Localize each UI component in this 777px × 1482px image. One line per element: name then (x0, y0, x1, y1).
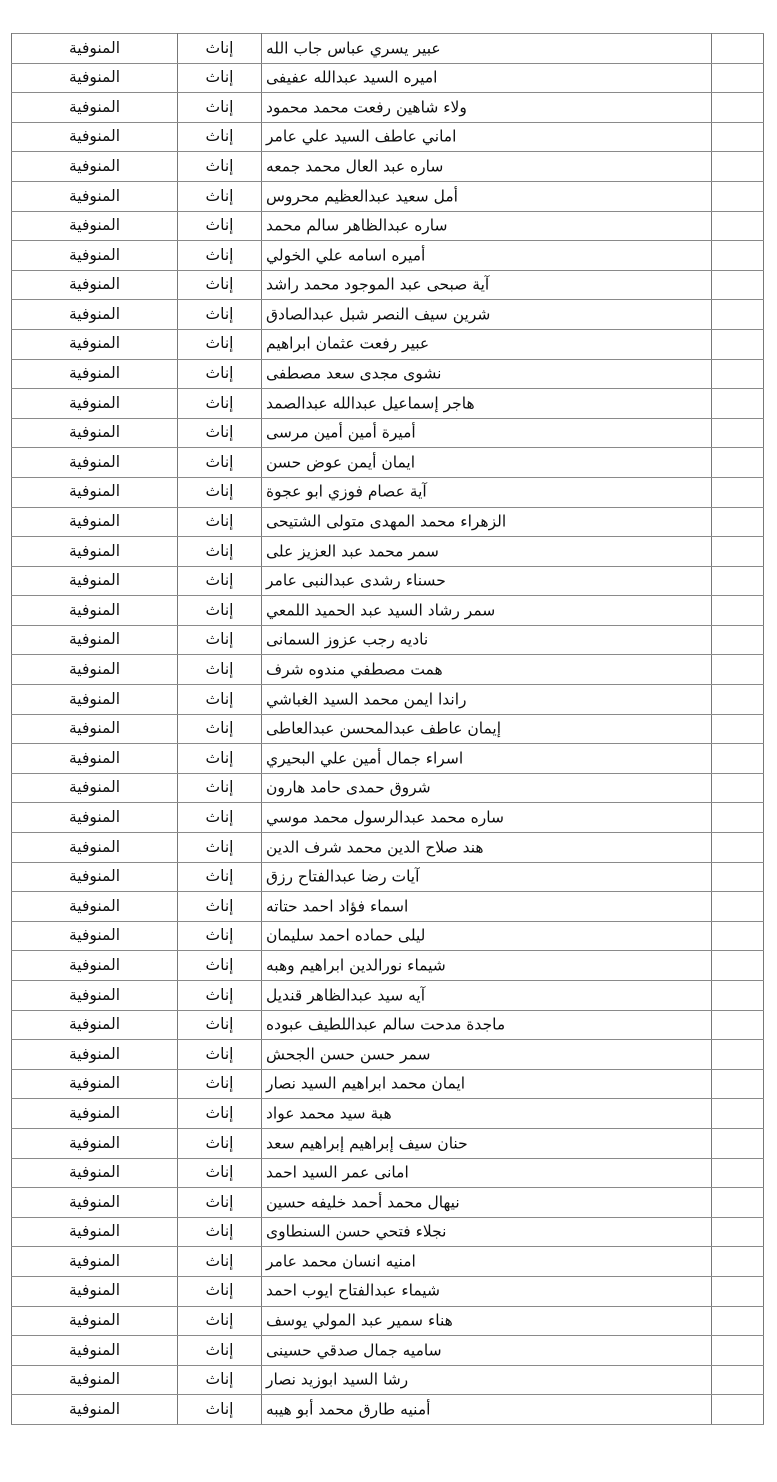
row-marker-cell[interactable] (712, 300, 764, 330)
applicant-name-cell (262, 181, 712, 211)
gender-cell: إناث (178, 951, 262, 981)
row-marker-cell[interactable] (712, 803, 764, 833)
applicant-name-cell (262, 1276, 712, 1306)
applicant-name-cell (262, 537, 712, 567)
gender-cell: إناث (178, 1395, 262, 1425)
applicant-name-cell (262, 1128, 712, 1158)
governorate-cell: المنوفية (12, 181, 178, 211)
roster-table-body (12, 34, 764, 1425)
gender-cell: إناث (178, 625, 262, 655)
applicant-name-text: ولاء شاهين رفعت محمد محمود (266, 98, 467, 117)
governorate-cell: المنوفية (12, 507, 178, 537)
row-marker-cell[interactable] (712, 1099, 764, 1129)
applicant-name-text: شرين سيف النصر شبل عبدالصادق (266, 305, 491, 324)
gender-cell: إناث (178, 34, 262, 64)
row-marker-cell[interactable] (712, 181, 764, 211)
table-row (12, 418, 764, 448)
applicant-name-text: حسناء رشدى عبدالنبى عامر (266, 571, 446, 590)
gender-cell: إناث (178, 1128, 262, 1158)
applicant-name-cell (262, 329, 712, 359)
gender-cell: إناث (178, 152, 262, 182)
applicant-name-text: اسماء فؤاد احمد حتاته (266, 897, 409, 916)
applicant-name-text: آية صبحى عبد الموجود محمد راشد (266, 275, 490, 294)
governorate-cell: المنوفية (12, 744, 178, 774)
gender-cell: إناث (178, 981, 262, 1011)
table-row (12, 1010, 764, 1040)
table-row (12, 981, 764, 1011)
governorate-cell: المنوفية (12, 93, 178, 123)
gender-cell: إناث (178, 1010, 262, 1040)
gender-cell: إناث (178, 537, 262, 567)
applicant-name-text: أميرة أمين أمين مرسى (266, 423, 416, 442)
applicant-name-cell (262, 1247, 712, 1277)
row-marker-cell[interactable] (712, 241, 764, 271)
gender-cell: إناث (178, 389, 262, 419)
applicant-name-cell (262, 418, 712, 448)
row-marker-cell[interactable] (712, 981, 764, 1011)
applicant-name-text: هبة سيد محمد عواد (266, 1104, 392, 1123)
row-marker-cell[interactable] (712, 329, 764, 359)
applicant-name-cell (262, 1188, 712, 1218)
gender-cell: إناث (178, 211, 262, 241)
table-row (12, 181, 764, 211)
gender-cell: إناث (178, 418, 262, 448)
applicant-name-text: اماني عاطف السيد علي عامر (266, 127, 457, 146)
applicant-name-cell (262, 34, 712, 64)
governorate-cell: المنوفية (12, 892, 178, 922)
table-row (12, 211, 764, 241)
governorate-cell: المنوفية (12, 359, 178, 389)
applicant-name-text: راندا ايمن محمد السيد الغباشي (266, 690, 467, 709)
applicant-name-text: الزهراء محمد المهدى متولى الشتيحى (266, 512, 507, 531)
applicant-name-text: ناديه رجب عزوز السمانى (266, 630, 429, 649)
table-row (12, 1306, 764, 1336)
applicant-name-text: ايمان محمد ابراهيم السيد نصار (266, 1074, 466, 1093)
applicant-name-text: شروق حمدى حامد هارون (266, 778, 431, 797)
table-row (12, 714, 764, 744)
governorate-cell: المنوفية (12, 773, 178, 803)
applicant-name-cell (262, 1040, 712, 1070)
table-row (12, 1158, 764, 1188)
governorate-cell: المنوفية (12, 1069, 178, 1099)
applicant-name-text: عبير يسري عباس جاب الله (266, 39, 441, 58)
applicant-name-cell (262, 241, 712, 271)
table-row (12, 1099, 764, 1129)
table-row (12, 1336, 764, 1366)
gender-cell: إناث (178, 1276, 262, 1306)
roster-table (11, 33, 764, 1425)
applicant-name-cell (262, 389, 712, 419)
gender-cell: إناث (178, 892, 262, 922)
applicant-name-cell (262, 744, 712, 774)
gender-cell: إناث (178, 300, 262, 330)
gender-cell: إناث (178, 655, 262, 685)
row-marker-cell[interactable] (712, 1395, 764, 1425)
row-marker-cell[interactable] (712, 1010, 764, 1040)
governorate-cell: المنوفية (12, 270, 178, 300)
applicant-name-text: نشوى مجدى سعد مصطفى (266, 364, 442, 383)
gender-cell: إناث (178, 241, 262, 271)
governorate-cell: المنوفية (12, 1276, 178, 1306)
governorate-cell: المنوفية (12, 448, 178, 478)
row-marker-cell[interactable] (712, 744, 764, 774)
applicant-name-text: ساره محمد عبدالرسول محمد موسي (266, 808, 504, 827)
governorate-cell: المنوفية (12, 981, 178, 1011)
applicant-name-text: ساميه جمال صدقي حسينى (266, 1341, 442, 1360)
table-row (12, 921, 764, 951)
row-marker-cell[interactable] (712, 389, 764, 419)
row-marker-cell[interactable] (712, 122, 764, 152)
table-row (12, 596, 764, 626)
governorate-cell: المنوفية (12, 596, 178, 626)
table-row (12, 477, 764, 507)
applicant-name-text: شيماء عبدالفتاح ايوب احمد (266, 1281, 440, 1300)
row-marker-cell[interactable] (712, 1247, 764, 1277)
row-marker-cell[interactable] (712, 1188, 764, 1218)
applicant-name-cell (262, 773, 712, 803)
applicant-name-text: اميره السيد عبدالله عفيفى (266, 68, 438, 87)
table-row (12, 1395, 764, 1425)
table-row (12, 1188, 764, 1218)
governorate-cell: المنوفية (12, 862, 178, 892)
gender-cell: إناث (178, 921, 262, 951)
row-marker-cell[interactable] (712, 1365, 764, 1395)
applicant-name-cell (262, 1158, 712, 1188)
governorate-cell: المنوفية (12, 1395, 178, 1425)
gender-cell: إناث (178, 93, 262, 123)
applicant-name-cell (262, 1217, 712, 1247)
applicant-name-cell (262, 63, 712, 93)
row-marker-cell[interactable] (712, 211, 764, 241)
applicant-name-cell (262, 625, 712, 655)
row-marker-cell[interactable] (712, 270, 764, 300)
applicant-name-cell (262, 477, 712, 507)
applicant-name-cell (262, 270, 712, 300)
row-marker-cell[interactable] (712, 566, 764, 596)
gender-cell: إناث (178, 1247, 262, 1277)
table-row (12, 270, 764, 300)
row-marker-cell[interactable] (712, 833, 764, 863)
governorate-cell: المنوفية (12, 685, 178, 715)
gender-cell: إناث (178, 63, 262, 93)
applicant-name-text: آية عصام فوزي ابو عجوة (266, 482, 427, 501)
applicant-name-text: آيه سيد عبدالظاهر قنديل (266, 986, 426, 1005)
applicant-name-cell (262, 566, 712, 596)
row-marker-cell[interactable] (712, 596, 764, 626)
applicant-name-cell (262, 685, 712, 715)
governorate-cell: المنوفية (12, 63, 178, 93)
applicant-name-text: أمل سعيد عبدالعظيم محروس (266, 187, 458, 206)
row-marker-cell[interactable] (712, 34, 764, 64)
governorate-cell: المنوفية (12, 1010, 178, 1040)
gender-cell: إناث (178, 1099, 262, 1129)
applicant-name-cell (262, 803, 712, 833)
applicant-name-text: سمر محمد عبد العزيز على (266, 542, 439, 561)
table-row (12, 625, 764, 655)
governorate-cell: المنوفية (12, 1040, 178, 1070)
table-row (12, 34, 764, 64)
gender-cell: إناث (178, 596, 262, 626)
table-row (12, 122, 764, 152)
applicant-name-text: امنيه انسان محمد عامر (266, 1252, 416, 1271)
gender-cell: إناث (178, 329, 262, 359)
governorate-cell: المنوفية (12, 152, 178, 182)
row-marker-cell[interactable] (712, 1128, 764, 1158)
applicant-name-cell (262, 951, 712, 981)
row-marker-cell[interactable] (712, 862, 764, 892)
gender-cell: إناث (178, 1336, 262, 1366)
applicant-name-text: ليلى حماده احمد سليمان (266, 926, 426, 945)
table-row (12, 1276, 764, 1306)
applicant-name-text: إيمان عاطف عبدالمحسن عبدالعاطى (266, 719, 502, 738)
governorate-cell: المنوفية (12, 951, 178, 981)
applicant-name-cell (262, 359, 712, 389)
gender-cell: إناث (178, 1069, 262, 1099)
applicant-name-text: أميره اسامه علي الخولي (266, 246, 426, 265)
applicant-name-text: آيات رضا عبدالفتاح رزق (266, 867, 420, 886)
row-marker-cell[interactable] (712, 507, 764, 537)
governorate-cell: المنوفية (12, 211, 178, 241)
applicant-name-text: ايمان أيمن عوض حسن (266, 453, 416, 472)
applicant-name-cell (262, 892, 712, 922)
applicant-name-cell (262, 1365, 712, 1395)
governorate-cell: المنوفية (12, 241, 178, 271)
table-row (12, 892, 764, 922)
governorate-cell: المنوفية (12, 803, 178, 833)
row-marker-cell[interactable] (712, 625, 764, 655)
table-row (12, 1069, 764, 1099)
applicant-name-text: رشا السيد ابوزيد نصار (266, 1370, 409, 1389)
gender-cell: إناث (178, 1158, 262, 1188)
row-marker-cell[interactable] (712, 714, 764, 744)
applicant-name-text: نجلاء فتحي حسن السنطاوى (266, 1222, 447, 1241)
row-marker-cell[interactable] (712, 93, 764, 123)
table-row (12, 803, 764, 833)
governorate-cell: المنوفية (12, 1336, 178, 1366)
gender-cell: إناث (178, 477, 262, 507)
applicant-name-cell (262, 122, 712, 152)
applicant-name-cell (262, 1395, 712, 1425)
row-marker-cell[interactable] (712, 1276, 764, 1306)
applicant-name-cell (262, 833, 712, 863)
applicant-name-text: ساره عبد العال محمد جمعه (266, 157, 444, 176)
applicant-name-text: امانى عمر السيد احمد (266, 1163, 409, 1182)
row-marker-cell[interactable] (712, 1158, 764, 1188)
row-marker-cell[interactable] (712, 951, 764, 981)
gender-cell: إناث (178, 1365, 262, 1395)
gender-cell: إناث (178, 833, 262, 863)
table-row (12, 951, 764, 981)
table-row (12, 93, 764, 123)
gender-cell: إناث (178, 1188, 262, 1218)
gender-cell: إناث (178, 181, 262, 211)
governorate-cell: المنوفية (12, 625, 178, 655)
gender-cell: إناث (178, 566, 262, 596)
row-marker-cell[interactable] (712, 892, 764, 922)
applicant-name-cell (262, 1306, 712, 1336)
governorate-cell: المنوفية (12, 714, 178, 744)
table-row (12, 329, 764, 359)
row-marker-cell[interactable] (712, 1069, 764, 1099)
gender-cell: إناث (178, 359, 262, 389)
gender-cell: إناث (178, 773, 262, 803)
applicant-name-text: ماجدة مدحت سالم عبداللطيف عبوده (266, 1015, 506, 1034)
applicant-name-cell (262, 507, 712, 537)
row-marker-cell[interactable] (712, 773, 764, 803)
table-row (12, 1247, 764, 1277)
row-marker-cell[interactable] (712, 63, 764, 93)
applicant-name-cell (262, 921, 712, 951)
table-row (12, 389, 764, 419)
governorate-cell: المنوفية (12, 122, 178, 152)
applicant-name-text: سمر حسن حسن الجحش (266, 1045, 431, 1064)
row-marker-cell[interactable] (712, 1306, 764, 1336)
governorate-cell: المنوفية (12, 418, 178, 448)
table-row (12, 537, 764, 567)
governorate-cell: المنوفية (12, 1158, 178, 1188)
governorate-cell: المنوفية (12, 655, 178, 685)
governorate-cell: المنوفية (12, 1188, 178, 1218)
table-row (12, 1365, 764, 1395)
table-row (12, 1217, 764, 1247)
table-row (12, 862, 764, 892)
applicant-name-cell (262, 714, 712, 744)
applicant-name-cell (262, 1099, 712, 1129)
governorate-cell: المنوفية (12, 477, 178, 507)
gender-cell: إناث (178, 803, 262, 833)
governorate-cell: المنوفية (12, 1217, 178, 1247)
table-row (12, 241, 764, 271)
gender-cell: إناث (178, 448, 262, 478)
gender-cell: إناث (178, 714, 262, 744)
applicant-name-cell (262, 300, 712, 330)
table-row (12, 566, 764, 596)
applicant-name-text: نيهال محمد أحمد خليفه حسين (266, 1193, 460, 1212)
row-marker-cell[interactable] (712, 921, 764, 951)
row-marker-cell[interactable] (712, 655, 764, 685)
row-marker-cell[interactable] (712, 418, 764, 448)
table-row (12, 507, 764, 537)
applicant-name-cell (262, 1010, 712, 1040)
gender-cell: إناث (178, 862, 262, 892)
gender-cell: إناث (178, 1306, 262, 1336)
applicant-name-cell (262, 1069, 712, 1099)
row-marker-cell[interactable] (712, 1217, 764, 1247)
gender-cell: إناث (178, 122, 262, 152)
table-row (12, 685, 764, 715)
table-row (12, 655, 764, 685)
governorate-cell: المنوفية (12, 389, 178, 419)
governorate-cell: المنوفية (12, 833, 178, 863)
table-row (12, 833, 764, 863)
table-row (12, 1128, 764, 1158)
roster-table-container (12, 33, 764, 1425)
row-marker-cell[interactable] (712, 1336, 764, 1366)
applicant-name-text: هند صلاح الدين محمد شرف الدين (266, 838, 484, 857)
applicant-name-text: أمنيه طارق محمد أبو هيبه (266, 1400, 431, 1419)
table-row (12, 1040, 764, 1070)
gender-cell: إناث (178, 1217, 262, 1247)
applicant-name-cell (262, 93, 712, 123)
applicant-name-cell (262, 211, 712, 241)
governorate-cell: المنوفية (12, 566, 178, 596)
governorate-cell: المنوفية (12, 1306, 178, 1336)
governorate-cell: المنوفية (12, 329, 178, 359)
gender-cell: إناث (178, 744, 262, 774)
governorate-cell: المنوفية (12, 300, 178, 330)
table-row (12, 63, 764, 93)
applicant-name-text: حنان سيف إبراهيم إبراهيم سعد (266, 1134, 468, 1153)
applicant-name-text: عبير رفعت عثمان ابراهيم (266, 334, 430, 353)
table-row (12, 152, 764, 182)
applicant-name-cell (262, 152, 712, 182)
governorate-cell: المنوفية (12, 921, 178, 951)
applicant-name-text: سمر رشاد السيد عبد الحميد اللمعي (266, 601, 496, 620)
gender-cell: إناث (178, 270, 262, 300)
governorate-cell: المنوفية (12, 1365, 178, 1395)
applicant-name-cell (262, 596, 712, 626)
table-row (12, 448, 764, 478)
applicant-name-cell (262, 862, 712, 892)
governorate-cell: المنوفية (12, 1099, 178, 1129)
row-marker-cell[interactable] (712, 537, 764, 567)
row-marker-cell[interactable] (712, 477, 764, 507)
gender-cell: إناث (178, 1040, 262, 1070)
governorate-cell: المنوفية (12, 537, 178, 567)
row-marker-cell[interactable] (712, 359, 764, 389)
applicant-name-cell (262, 1336, 712, 1366)
table-row (12, 300, 764, 330)
applicant-name-text: هناء سمير عبد المولي يوسف (266, 1311, 453, 1330)
table-row (12, 744, 764, 774)
applicant-name-cell (262, 655, 712, 685)
table-row (12, 773, 764, 803)
applicant-name-cell (262, 448, 712, 478)
applicant-name-text: ساره عبدالظاهر سالم محمد (266, 216, 448, 235)
governorate-cell: المنوفية (12, 1128, 178, 1158)
applicant-name-text: اسراء جمال أمين علي البحيري (266, 749, 464, 768)
gender-cell: إناث (178, 685, 262, 715)
applicant-name-cell (262, 981, 712, 1011)
row-marker-cell[interactable] (712, 685, 764, 715)
table-row (12, 359, 764, 389)
applicant-name-text: همت مصطفي مندوه شرف (266, 660, 443, 679)
gender-cell: إناث (178, 507, 262, 537)
applicant-name-text: شيماء نورالدين ابراهيم وهبه (266, 956, 446, 975)
governorate-cell: المنوفية (12, 1247, 178, 1277)
row-marker-cell[interactable] (712, 1040, 764, 1070)
row-marker-cell[interactable] (712, 448, 764, 478)
row-marker-cell[interactable] (712, 152, 764, 182)
applicant-name-text: هاجر إسماعيل عبدالله عبدالصمد (266, 394, 475, 413)
governorate-cell: المنوفية (12, 34, 178, 64)
